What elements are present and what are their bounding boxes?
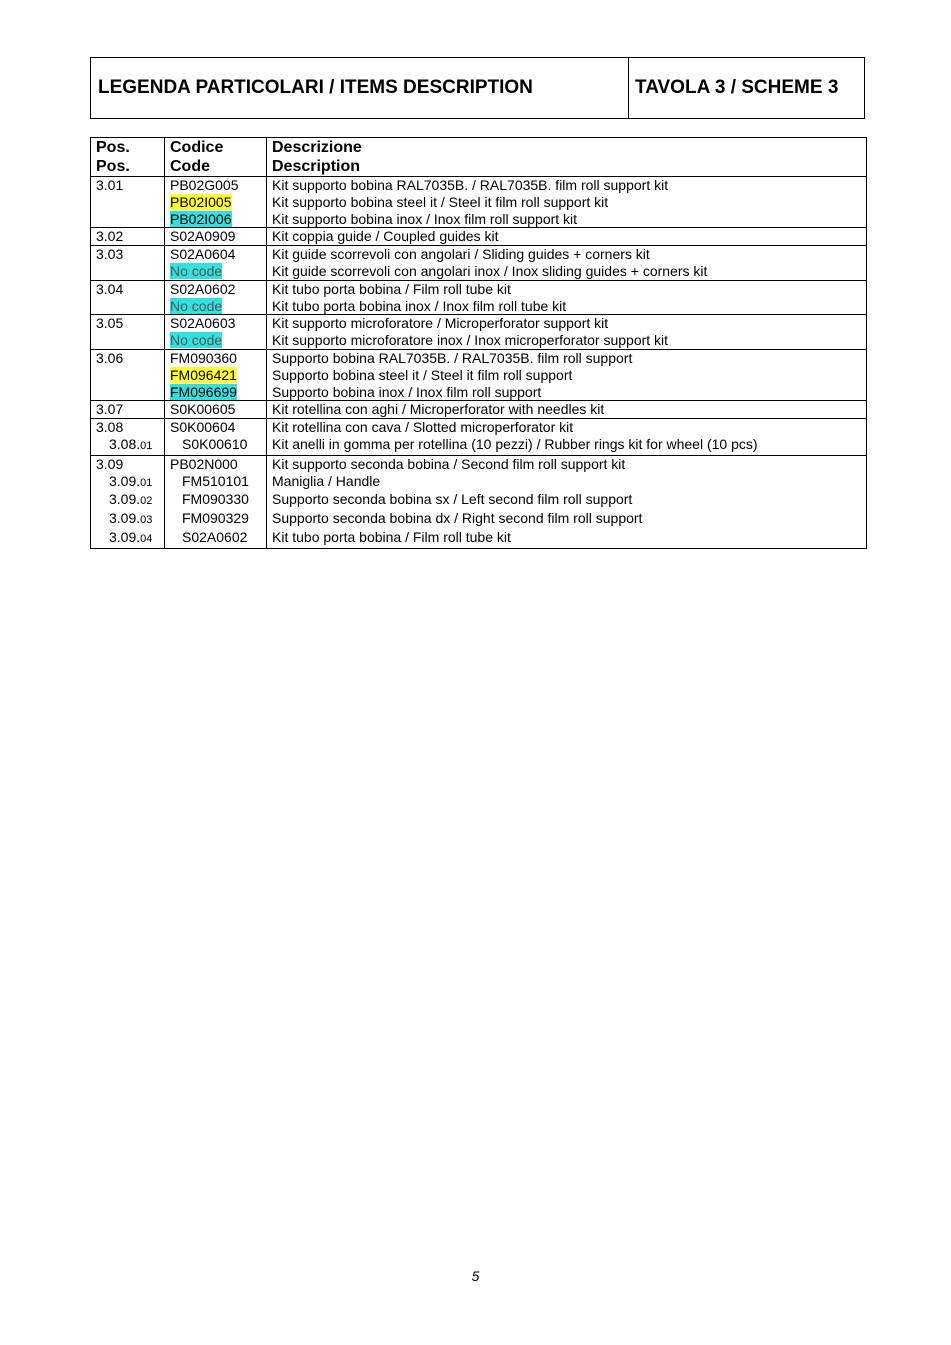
pos-cell: 3.07 bbox=[91, 401, 165, 419]
description-cell: Supporto seconda bobina dx / Right second film roll support bbox=[267, 510, 867, 529]
column-header-description: Descrizione Description bbox=[267, 138, 867, 177]
description-cell: Kit supporto seconda bobina / Second film roll support kit bbox=[267, 455, 867, 472]
highlighted-code: PB02I005 bbox=[170, 193, 232, 210]
description-cell: Maniglia / Handle bbox=[267, 473, 867, 492]
code-cell: S02A0604 bbox=[165, 246, 267, 263]
pos-cell: 3.01 bbox=[91, 177, 165, 194]
document-title: LEGENDA PARTICOLARI / ITEMS DESCRIPTION bbox=[91, 58, 629, 118]
code-cell: S0K00604 bbox=[165, 419, 267, 436]
description-cell: Kit supporto bobina steel it / Steel it film roll support kit bbox=[267, 194, 867, 211]
table-row bbox=[91, 211, 867, 228]
table-row bbox=[91, 401, 867, 419]
code-cell: PB02G005 bbox=[165, 177, 267, 194]
page-number: 5 bbox=[471, 1268, 480, 1284]
pos-cell: 3.02 bbox=[91, 228, 165, 246]
code-cell bbox=[165, 384, 267, 401]
code-cell bbox=[165, 332, 267, 349]
table-row bbox=[91, 510, 867, 529]
pos-cell: 3.06 bbox=[91, 349, 165, 366]
pos-cell: 3.08.01 bbox=[91, 436, 165, 455]
pos-cell bbox=[91, 211, 165, 228]
table-row bbox=[91, 455, 867, 472]
code-cell: S02A0909 bbox=[165, 228, 267, 246]
description-cell: Kit guide scorrevoli con angolari / Sliding guides + corners kit bbox=[267, 246, 867, 263]
description-cell: Kit supporto bobina RAL7035B. / RAL7035B. film roll support kit bbox=[267, 177, 867, 194]
code-cell: S02A0602 bbox=[165, 280, 267, 297]
pos-cell bbox=[91, 332, 165, 349]
table-row bbox=[91, 246, 867, 263]
table-row bbox=[91, 349, 867, 366]
table-row bbox=[91, 529, 867, 548]
highlighted-code: PB02I006 bbox=[170, 210, 232, 227]
description-cell: Kit rotellina con cava / Slotted microperforator kit bbox=[267, 419, 867, 436]
pos-cell: 3.09.03 bbox=[91, 510, 165, 529]
pos-cell: 3.09.01 bbox=[91, 473, 165, 492]
highlighted-code: FM096699 bbox=[170, 383, 237, 400]
pos-cell bbox=[91, 194, 165, 211]
description-cell: Kit supporto bobina inox / Inox film roll support kit bbox=[267, 211, 867, 228]
table-row bbox=[91, 384, 867, 401]
pos-cell: 3.09.04 bbox=[91, 529, 165, 548]
description-cell: Kit coppia guide / Coupled guides kit bbox=[267, 228, 867, 246]
column-header-code: Codice Code bbox=[165, 138, 267, 177]
description-cell: Kit supporto microforatore inox / Inox microperforator support kit bbox=[267, 332, 867, 349]
description-cell: Supporto bobina steel it / Steel it film roll support bbox=[267, 367, 867, 384]
table-row bbox=[91, 298, 867, 315]
code-cell: PB02N000 bbox=[165, 455, 267, 472]
no-code-label: No code bbox=[170, 332, 223, 349]
table-row bbox=[91, 491, 867, 510]
description-cell: Kit supporto microforatore / Microperforator support kit bbox=[267, 315, 867, 332]
table-row bbox=[91, 177, 867, 194]
description-cell: Supporto seconda bobina sx / Left second film roll support bbox=[267, 491, 867, 510]
description-cell: Kit tubo porta bobina / Film roll tube kit bbox=[267, 280, 867, 297]
pos-cell: 3.09 bbox=[91, 455, 165, 472]
table-row bbox=[91, 419, 867, 436]
no-code-label: No code bbox=[170, 262, 223, 279]
code-cell bbox=[165, 298, 267, 315]
pos-cell bbox=[91, 384, 165, 401]
code-cell: S0K00605 bbox=[165, 401, 267, 419]
scheme-label: TAVOLA 3 / SCHEME 3 bbox=[635, 77, 839, 98]
pos-cell bbox=[91, 367, 165, 384]
table-row bbox=[91, 436, 867, 455]
pos-cell: 3.04 bbox=[91, 280, 165, 297]
description-cell: Kit tubo porta bobina inox / Inox film roll tube kit bbox=[267, 298, 867, 315]
code-cell bbox=[165, 194, 267, 211]
parts-table bbox=[90, 137, 867, 549]
description-cell: Kit tubo porta bobina / Film roll tube kit bbox=[267, 529, 867, 548]
description-cell: Supporto bobina RAL7035B. / RAL7035B. film roll support bbox=[267, 349, 867, 366]
description-cell: Supporto bobina inox / Inox film roll support bbox=[267, 384, 867, 401]
pos-cell bbox=[91, 263, 165, 280]
table-row bbox=[91, 473, 867, 492]
code-cell bbox=[165, 263, 267, 280]
code-cell: FM090329 bbox=[165, 510, 267, 529]
code-cell: S02A0602 bbox=[165, 529, 267, 548]
code-cell: FM090360 bbox=[165, 349, 267, 366]
table-row bbox=[91, 228, 867, 246]
code-cell: FM090330 bbox=[165, 491, 267, 510]
table-row bbox=[91, 367, 867, 384]
header-box bbox=[90, 57, 865, 119]
code-cell bbox=[165, 367, 267, 384]
pos-cell: 3.05 bbox=[91, 315, 165, 332]
table-row bbox=[91, 194, 867, 211]
highlighted-code: FM096421 bbox=[170, 366, 237, 383]
code-cell: S0K00610 bbox=[165, 436, 267, 455]
table-row bbox=[91, 263, 867, 280]
table-header-row bbox=[91, 138, 867, 177]
no-code-label: No code bbox=[170, 297, 223, 314]
code-cell: S02A0603 bbox=[165, 315, 267, 332]
description-cell: Kit anelli in gomma per rotellina (10 pezzi) / Rubber rings kit for wheel (10 pcs) bbox=[267, 436, 867, 455]
pos-cell: 3.03 bbox=[91, 246, 165, 263]
description-cell: Kit rotellina con aghi / Microperforator with needles kit bbox=[267, 401, 867, 419]
pos-cell: 3.08 bbox=[91, 419, 165, 436]
column-header-pos: Pos. Pos. bbox=[91, 138, 165, 177]
code-cell: FM510101 bbox=[165, 473, 267, 492]
table-row bbox=[91, 280, 867, 297]
pos-cell bbox=[91, 298, 165, 315]
pos-cell: 3.09.02 bbox=[91, 491, 165, 510]
description-cell: Kit guide scorrevoli con angolari inox / Inox sliding guides + corners kit bbox=[267, 263, 867, 280]
table-row bbox=[91, 315, 867, 332]
table-row bbox=[91, 332, 867, 349]
code-cell bbox=[165, 211, 267, 228]
